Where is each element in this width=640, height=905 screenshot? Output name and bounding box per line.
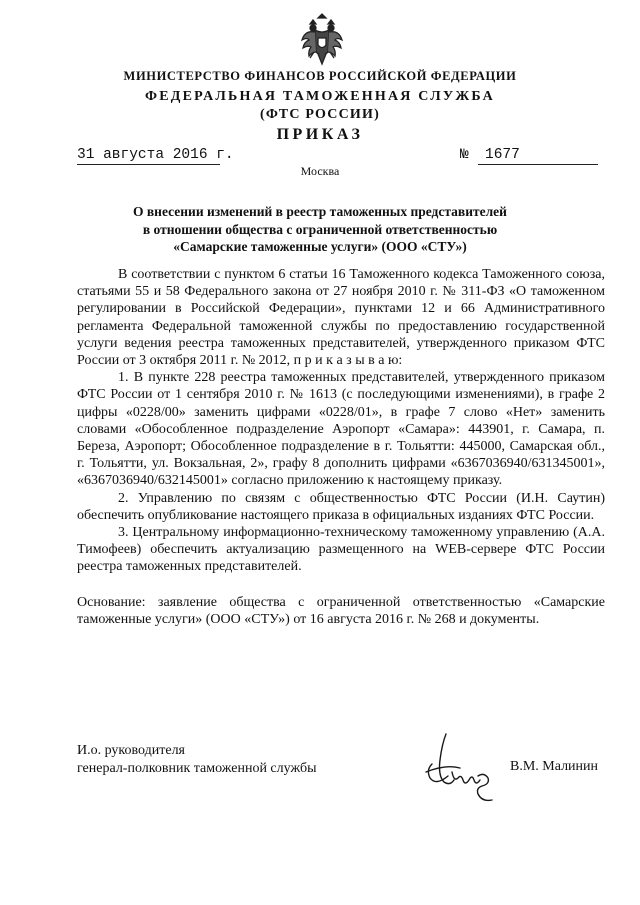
ministry-name: МИНИСТЕРСТВО ФИНАНСОВ РОССИЙСКОЙ ФЕДЕРАЦИИ — [123, 69, 517, 83]
basis-paragraph: Основание: заявление общества с ограниченной ответственностью «Самарские таможенные услуги» (ООО «СТУ») от 16 августа 2016 г. № 268 и документы. — [77, 594, 605, 627]
order-title — [0, 203, 640, 256]
handwritten-signature-icon — [418, 728, 500, 808]
coat-of-arms-icon — [300, 12, 344, 68]
item-3-paragraph: 3. Центральному информационно-техническому таможенному управлению (А.А. Тимофеев) обеспечить актуализацию размещенного на WEB-сервере ФТС России реестра таможенных представителей. — [77, 525, 605, 575]
item-2-paragraph: 2. Управлению по связям с общественностью ФТС России (И.Н. Саутин) обеспечить опубликование настоящего приказа в официальных изданиях ФТС России. — [77, 490, 605, 523]
order-number: 1677 — [485, 147, 520, 163]
title-line-2: в отношении общества с ограниченной ответственностью — [142, 221, 498, 237]
intro-paragraph: В соответствии с пунктом 6 статьи 16 Таможенного кодекса Таможенного союза, статьями 55 и 58 Федерального закона от 27 ноября 2010 г. № 311-ФЗ «О таможенном регулировании в Российской Федерации», пунктами 12 и 66 Административного регламента Федеральной таможенной службы по предоставлению государственной услуги ведения реестра таможенных представителей, утвержденного приказом ФТС России от 3 октября 2011 г. № 2012, п р и к а з ы в а ю: — [77, 267, 605, 369]
service-short-name: (ФТС РОССИИ) — [260, 107, 380, 122]
signer-position-1: И.о. руководителя — [77, 743, 186, 758]
document-type: ПРИКАЗ — [276, 126, 364, 143]
signer-position-2: генерал-полковник таможенной службы — [77, 761, 317, 776]
title-line-3: «Самарские таможенные услуги» (ООО «СТУ») — [173, 239, 467, 254]
item-1-paragraph: 1. В пункте 228 реестра таможенных представителей, утвержденного приказом ФТС России от 1 сентября 2010 г. № 1613 (с последующими изменениями), в графе 2 цифры «0228/00» заменить цифрами «0228/01», в графе 7 слово «Нет» заменить словами «Обособленное подразделение Аэропорт «Самара»: 443901, г. Самара, п. Береза, Аэропорт; Обособленное подразделение в г. Тольятти: 445000, Самарская обл., г. Тольятти, ул. Вокзальная, 2», графу 8 дополнить цифрами «6367036940/631345001», «6367036940/632145001» согласно приложению к настоящему приказу. — [77, 370, 605, 489]
order-body — [77, 266, 605, 628]
city: Москва — [300, 164, 340, 178]
service-name: ФЕДЕРАЛЬНАЯ ТАМОЖЕННАЯ СЛУЖБА — [145, 89, 495, 104]
order-date: 31 августа 2016 г. — [77, 147, 234, 163]
signer-name: В.М. Малинин — [510, 759, 599, 774]
title-line-1: О внесении изменений в реестр таможенных представителей — [133, 204, 507, 219]
number-sign: № — [460, 147, 469, 163]
